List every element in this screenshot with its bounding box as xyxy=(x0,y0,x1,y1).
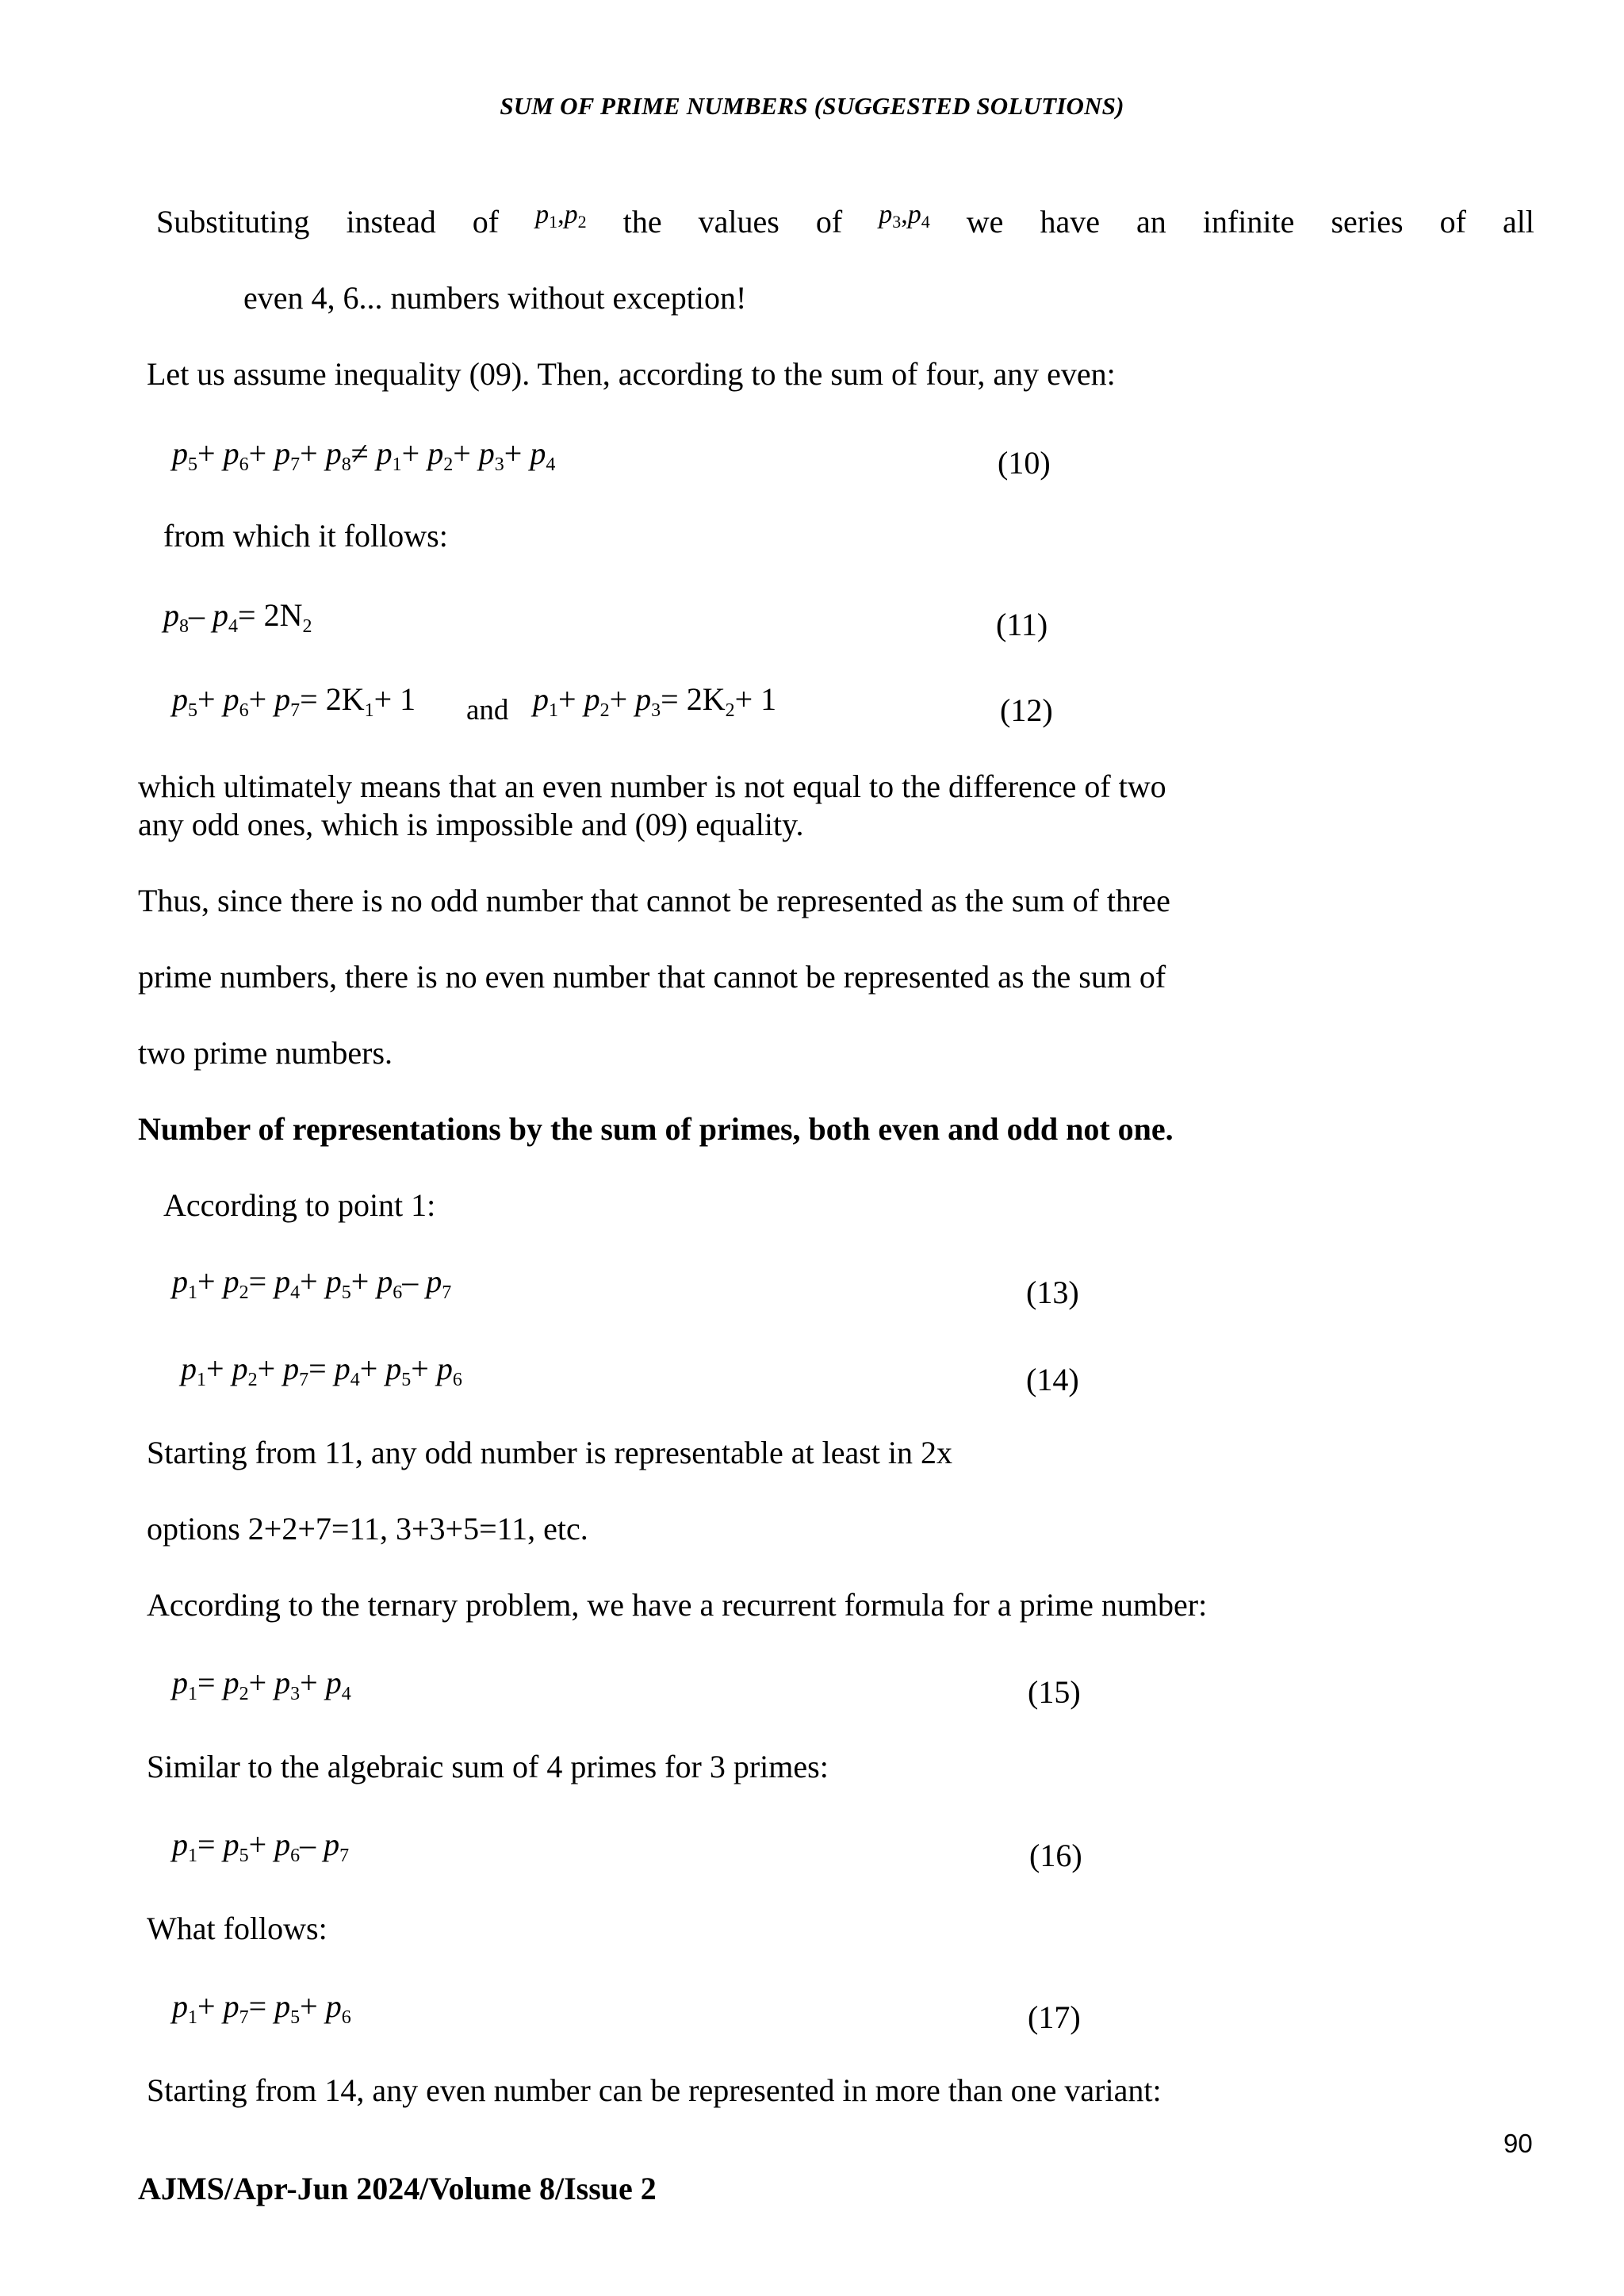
equation-16: $p_1= p_5+ p_6-$ $p_7$ xyxy=(172,1826,350,1866)
equation-12-left: $p_5+ p_6+ p_7= 2K_1+ 1$ xyxy=(172,681,416,721)
equation-number-11: (11) xyxy=(996,607,1048,642)
equation-number-14: (14) xyxy=(1026,1362,1079,1397)
word: of xyxy=(815,204,843,240)
from-which-follows: from which it follows: xyxy=(163,518,448,554)
equation-11: $p_8-$ $p_4= 2N_2$ xyxy=(163,597,312,637)
paragraph-ultimately-line1: which ultimately means that an even number is not equal to the difference of two xyxy=(138,769,1166,804)
word: series xyxy=(1331,204,1404,240)
inline-math-p1-p2: $p_1,p_2$ xyxy=(535,200,587,232)
what-follows: What follows: xyxy=(147,1911,327,1946)
paragraph-starting-11-line2: options 2+2+7=11, 3+3+5=11, etc. xyxy=(147,1511,588,1547)
equation-number-17: (17) xyxy=(1028,1999,1081,2035)
page-number: 90 xyxy=(1503,2129,1533,2158)
paragraph-ultimately-line2: any odd ones, which is impossible and (09) equality. xyxy=(138,807,804,842)
equation-15: $p_1= p_2+ p_3+ p_4$ xyxy=(172,1665,351,1704)
paragraph-ternary: According to the ternary problem, we have a recurrent formula for a prime number: xyxy=(147,1587,1208,1623)
word: Substituting xyxy=(156,204,310,240)
word: of xyxy=(1439,204,1466,240)
equation-number-15: (15) xyxy=(1028,1674,1081,1710)
word: infinite xyxy=(1202,204,1295,240)
equation-17: $p_1+ p_7= p_5+ p_6$ xyxy=(172,1988,351,2028)
word: we xyxy=(966,204,1004,240)
paragraph-thus-line3: two prime numbers. xyxy=(138,1035,393,1071)
paragraph-assume: Let us assume inequality (09). Then, according to the sum of four, any even: xyxy=(147,356,1116,392)
paragraph-substituting-line2: even 4, 6... numbers without exception! xyxy=(243,280,747,316)
equation-14: $p_1+ p_2+ p_7= p_4+ p_5+ p_6$ xyxy=(181,1351,462,1390)
paragraph-starting-11-line1: Starting from 11, any odd number is representable at least in 2x xyxy=(147,1435,953,1470)
word: instead xyxy=(346,204,436,240)
word: of xyxy=(472,204,500,240)
word: the xyxy=(622,204,662,240)
equation-number-10: (10) xyxy=(998,445,1051,481)
paragraph-thus-line2: prime numbers, there is no even number that cannot be represented as the sum of xyxy=(138,959,1166,995)
equation-12-right: $p_1+ p_2+ p_3= 2K_2+ 1$ xyxy=(533,681,777,721)
running-header: SUM OF PRIME NUMBERS (SUGGESTED SOLUTIONS) xyxy=(500,92,1124,120)
equation-number-12: (12) xyxy=(1000,692,1053,728)
equation-10: $p_5+ p_6+ p_7+ p_8\ne p_1+ p_2+ p_3+ p_4$ xyxy=(172,435,556,475)
equation-number-16: (16) xyxy=(1029,1838,1082,1873)
equation-13: $p_1+ p_2= p_4+ p_5+ p_6-$ $p_7$ xyxy=(172,1263,452,1303)
inline-math-p3-p4: $p_3,p_4$ xyxy=(879,200,930,232)
paragraph-thus-line1: Thus, since there is no odd number that cannot be represented as the sum of three xyxy=(138,883,1170,918)
paragraph-starting-14: Starting from 14, any even number can be represented in more than one variant: xyxy=(147,2072,1162,2108)
word: an xyxy=(1136,204,1166,240)
paragraph-similar: Similar to the algebraic sum of 4 primes for 3 primes: xyxy=(147,1749,829,1784)
journal-footer: AJMS/Apr-Jun 2024/Volume 8/Issue 2 xyxy=(138,2171,657,2206)
equation-number-13: (13) xyxy=(1026,1274,1079,1310)
word: have xyxy=(1040,204,1100,240)
according-point-1: According to point 1: xyxy=(163,1187,436,1223)
paragraph-substituting-line1 xyxy=(156,200,1534,243)
section-heading: Number of representations by the sum of primes, both even and odd not one. xyxy=(138,1111,1174,1147)
equation-12-and: and xyxy=(466,694,509,726)
word: values xyxy=(698,204,779,240)
word: all xyxy=(1502,204,1534,240)
